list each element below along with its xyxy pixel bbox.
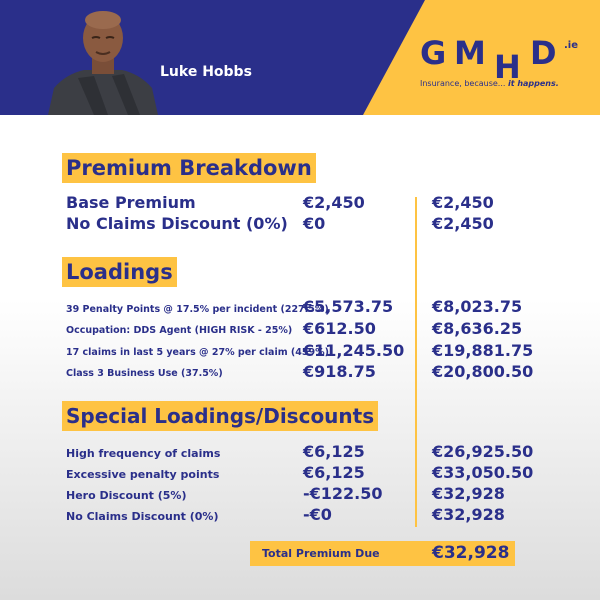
logo-letter-h: H	[494, 48, 521, 86]
row-running-total: €32,928	[432, 505, 505, 524]
row-amount: €612.50	[303, 319, 376, 338]
row-amount: €6,125	[303, 463, 365, 482]
logo-suffix: .ie	[564, 40, 579, 51]
row-running-total: €19,881.75	[432, 341, 534, 360]
column-divider	[415, 197, 417, 527]
row-label: Class 3 Business Use (37.5%)	[66, 368, 223, 379]
row-running-total: €20,800.50	[432, 362, 534, 381]
row-running-total: €2,450	[432, 193, 494, 212]
row-label: No Claims Discount (0%)	[66, 214, 288, 233]
row-running-total: €33,050.50	[432, 463, 534, 482]
total-value: €32,928	[432, 543, 510, 563]
row-label: High frequency of claims	[66, 447, 221, 460]
row-running-total: €2,450	[432, 214, 494, 233]
total-label: Total Premium Due	[262, 547, 380, 560]
row-label: Occupation: DDS Agent (HIGH RISK - 25%)	[66, 325, 293, 336]
logo-letter-m: M	[454, 34, 486, 72]
row-amount: -€0	[303, 505, 332, 524]
row-amount: €2,450	[303, 193, 365, 212]
logo-tagline-end: it happens.	[507, 79, 559, 88]
person-photo-icon	[48, 8, 158, 115]
row-label: No Claims Discount (0%)	[66, 510, 219, 523]
logo-tagline	[420, 79, 559, 88]
row-amount: €918.75	[303, 362, 376, 381]
logo-letter-d: D	[530, 34, 557, 72]
row-running-total: €8,636.25	[432, 319, 523, 338]
gmhd-logo	[420, 34, 585, 96]
row-amount: €6,125	[303, 442, 365, 461]
row-label: 39 Penalty Points @ 17.5% per incident (227.5%)	[66, 304, 329, 315]
row-running-total: €8,023.75	[432, 297, 523, 316]
section-title-special: Special Loadings/Discounts	[62, 401, 378, 431]
row-running-total: €32,928	[432, 484, 505, 503]
row-label: 17 claims in last 5 years @ 27% per claim (459%)	[66, 347, 329, 358]
section-title-loadings: Loadings	[62, 257, 177, 287]
row-amount: €11,245.50	[303, 341, 405, 360]
logo-letter-g: G	[420, 34, 447, 72]
row-label: Hero Discount (5%)	[66, 489, 187, 502]
row-amount: €0	[303, 214, 326, 233]
person-name: Luke Hobbs	[160, 64, 252, 80]
row-running-total: €26,925.50	[432, 442, 534, 461]
row-amount: -€122.50	[303, 484, 383, 503]
logo-tagline-start: Insurance, because...	[420, 79, 506, 88]
row-amount: €5,573.75	[303, 297, 394, 316]
section-title-premium: Premium Breakdown	[62, 153, 316, 183]
row-label: Base Premium	[66, 193, 196, 212]
row-label: Excessive penalty points	[66, 468, 220, 481]
avatar	[48, 8, 158, 115]
